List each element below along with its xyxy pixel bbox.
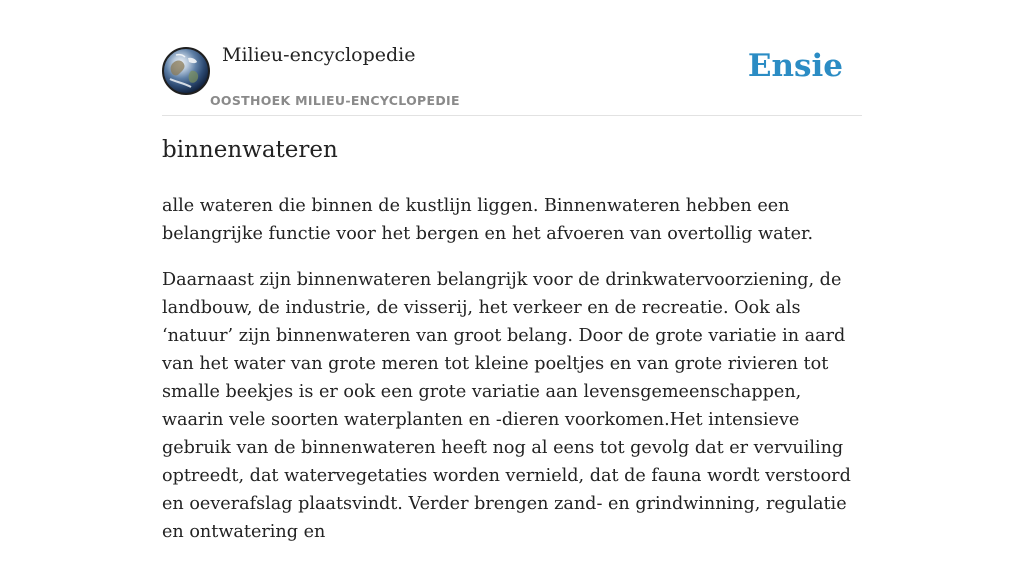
content-container xyxy=(162,0,862,542)
earth-globe-graphic xyxy=(164,49,208,93)
source-subtitle: OOSTHOEK MILIEU-ENCYCLOPEDIE xyxy=(210,93,460,108)
entry-definition xyxy=(162,192,864,564)
earth-globe-icon[interactable] xyxy=(162,47,210,95)
definition-paragraph: Daarnaast zijn binnenwateren belangrijk voor de drinkwatervoorziening, de landbouw, de industrie, de visserij, het verkeer en de recreatie. Ook als ‘natuur’ zijn binnenwateren van groot belang. Door de grote variatie in aard van het water van grote meren tot kleine poeltjes en van grote rivieren tot smalle beekjes is er ook een grote variatie aan levensgemeenschappen, waarin vele soorten waterplanten en -dieren voorkomen.Het intensieve gebruik van de binnenwateren heeft nog al eens tot gevolg dat er vervuiling optreedt, dat watervegetaties worden vernield, dat de fauna wordt verstoord en oeverafslag plaatsvindt. Verder brengen zand- en grindwinning, regulatie en ontwatering en xyxy=(162,270,851,542)
definition-paragraph: alle wateren die binnen de kustlijn liggen. Binnenwateren hebben een belangrijke functie voor het bergen en het afvoeren van overtollig water. xyxy=(162,196,814,244)
source-title[interactable]: Milieu-encyclopedie xyxy=(222,44,416,66)
entry-term-heading: binnenwateren xyxy=(162,137,338,163)
ensie-logo-link[interactable]: Ensie xyxy=(747,48,843,84)
page-header xyxy=(162,0,862,116)
